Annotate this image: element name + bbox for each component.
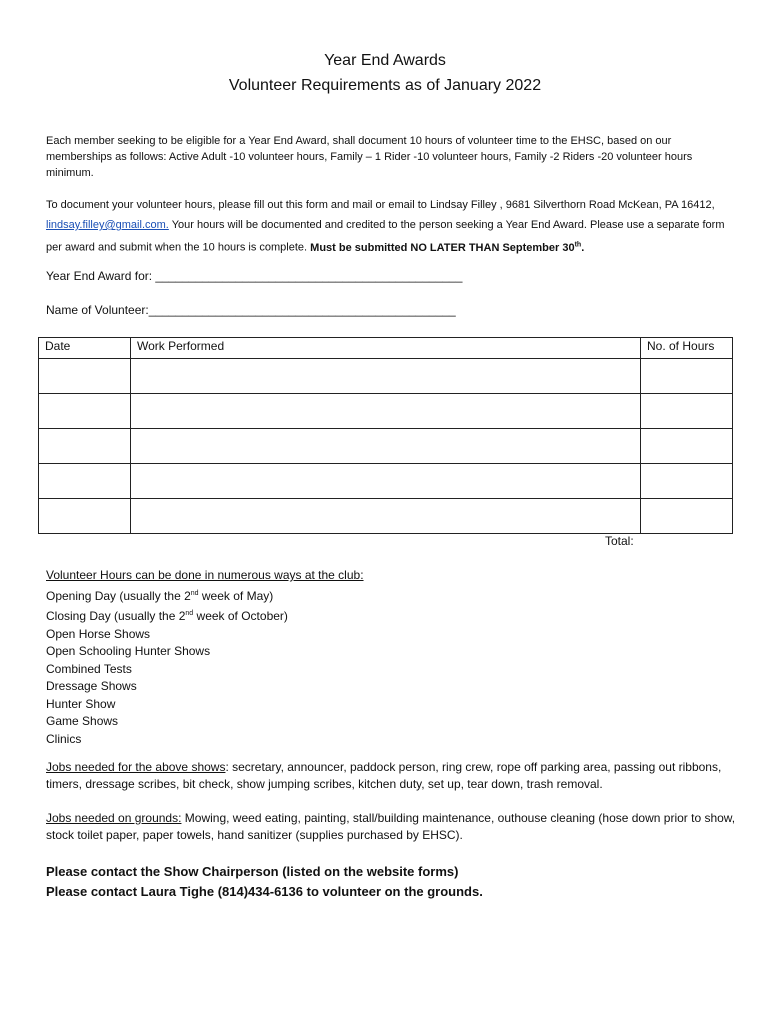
page-subtitle: Volunteer Requirements as of January 2022 xyxy=(228,77,542,94)
table-row xyxy=(39,464,733,499)
date-cell[interactable] xyxy=(39,429,131,464)
closing-text: Closing Day (usually the 2 xyxy=(46,609,186,623)
submission-paragraph xyxy=(46,195,736,258)
eligibility-paragraph: Each member seeking to be eligible for a Year End Award, shall document 10 hours of volunteer time to the EHSC, based on our memberships as follows: Active Adult -10 volunteer hours, Family – 1 Rider -10 volunteer hours, Family -2 Riders -20 volunteer hours minimum. xyxy=(46,135,693,179)
date-cell[interactable] xyxy=(39,464,131,499)
table-row xyxy=(39,499,733,534)
table-header-row xyxy=(39,338,733,359)
work-cell[interactable] xyxy=(131,359,641,394)
hours-cell[interactable] xyxy=(641,429,733,464)
contact-block xyxy=(46,862,483,902)
work-column-header: Work Performed xyxy=(131,338,641,359)
show-jobs-text: : secretary, announcer, paddock person, ring crew, rope off parking area, passing out ribbons, timers, dressage scribes, bit check, show jumping scribes, kitchen duty, set up, tear down, trash removal. xyxy=(46,760,722,791)
hours-cell[interactable] xyxy=(641,359,733,394)
opening-sup: nd xyxy=(190,589,199,597)
email-link[interactable]: lindsay.filley@gmail.com. xyxy=(46,219,169,231)
list-item: Dressage Shows xyxy=(46,679,137,693)
show-jobs-label: Jobs needed for the above shows xyxy=(46,760,226,774)
hours-cell[interactable] xyxy=(641,394,733,429)
deadline-text xyxy=(310,242,584,254)
list-item: Hunter Show xyxy=(46,696,116,711)
deadline-main: Must be submitted NO LATER THAN September 30 xyxy=(310,241,575,254)
table-row xyxy=(39,394,733,429)
grounds-jobs-label: Jobs needed on grounds: xyxy=(46,811,182,825)
volunteer-ways-list xyxy=(46,567,364,748)
contact-grounds: Please contact Laura Tighe (814)434-6136 to volunteer on the grounds. xyxy=(46,884,483,899)
date-cell[interactable] xyxy=(39,499,131,534)
opening-text-end: week of May) xyxy=(198,588,274,603)
work-cell[interactable] xyxy=(131,499,641,534)
hours-column-header: No. of Hours xyxy=(641,338,733,359)
contact-show-chair: Please contact the Show Chairperson (listed on the website forms) xyxy=(46,864,459,879)
total-label: Total: xyxy=(605,534,634,548)
award-for-field[interactable]: Year End Award for: ______________________________________________ xyxy=(46,269,463,283)
deadline-end: . xyxy=(581,241,585,254)
table-row xyxy=(39,359,733,394)
work-cell[interactable] xyxy=(131,429,641,464)
list-item-closing-day xyxy=(46,605,364,626)
deadline-sup: th xyxy=(574,241,582,248)
closing-text-end: week of October) xyxy=(193,609,288,623)
hours-cell[interactable] xyxy=(641,464,733,499)
date-column-header: Date xyxy=(39,338,131,359)
closing-sup: nd xyxy=(185,610,194,617)
work-cell[interactable] xyxy=(131,394,641,429)
submission-text-a: To document your volunteer hours, please fill out this form and mail or email to Lindsay Filley , 9681 Silverthorn Road McKean, PA 16412, xyxy=(46,199,715,211)
table-row xyxy=(39,429,733,464)
list-item: Combined Tests xyxy=(46,661,132,676)
grounds-jobs-text: Mowing, weed eating, painting, stall/building maintenance, outhouse cleaning (hose down prior to show, stock toilet paper, paper towels, hand sanitizer (supplies purchased by EHSC). xyxy=(46,811,736,842)
list-item: Open Schooling Hunter Shows xyxy=(46,644,211,658)
work-cell[interactable] xyxy=(131,464,641,499)
list-item: Clinics xyxy=(46,731,82,746)
date-cell[interactable] xyxy=(39,394,131,429)
volunteer-name-field[interactable]: Name of Volunteer:______________________________________________ xyxy=(46,303,456,317)
grounds-jobs-paragraph xyxy=(46,810,736,844)
list-item-opening-day xyxy=(46,585,364,606)
list-item: Open Horse Shows xyxy=(46,626,151,641)
volunteer-log-table xyxy=(38,337,733,534)
list-item: Game Shows xyxy=(46,714,119,728)
ways-heading: Volunteer Hours can be done in numerous ways at the club: xyxy=(46,568,364,582)
submission-text-b: Your hours will be documented and credited to the person seeking a Year End Award. Please use a separate form per award and submit when the 10 hours is complete. xyxy=(46,219,725,254)
date-cell[interactable] xyxy=(39,359,131,394)
show-jobs-paragraph xyxy=(46,759,736,793)
page-title: Year End Awards xyxy=(324,52,446,69)
hours-cell[interactable] xyxy=(641,499,733,534)
opening-text: Opening Day (usually the 2 xyxy=(46,588,191,603)
